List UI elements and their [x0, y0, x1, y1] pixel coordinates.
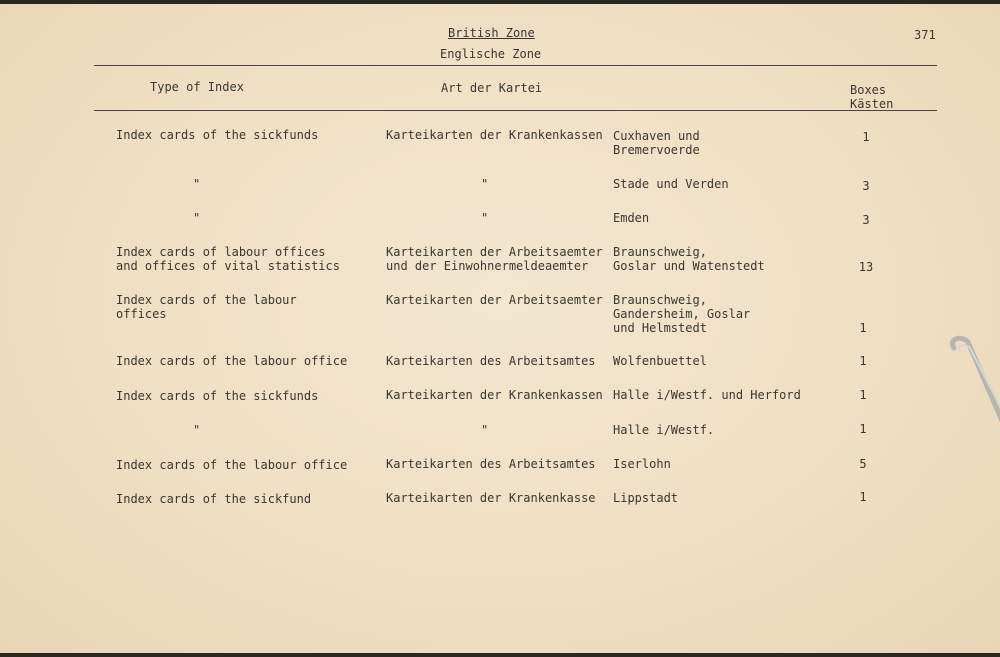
zone-subtitle: Englische Zone — [440, 47, 542, 61]
row-type-de: " — [481, 423, 489, 437]
row-type-de: Karteikarten des Arbeitsamtes — [386, 354, 596, 368]
page-number: 371 — [914, 28, 936, 42]
row-type-en: " — [193, 177, 201, 191]
header-top-rule — [94, 65, 937, 66]
row-place: Halle i/Westf. und Herford — [613, 388, 801, 402]
row-type-en: Index cards of the sickfund — [116, 492, 312, 506]
paper-clip-icon — [946, 334, 1000, 444]
row-type-en: " — [193, 423, 201, 437]
row-place: Cuxhaven und Bremervoerde — [613, 129, 700, 157]
row-type-en: Index cards of labour offices and offices of vital statistics — [116, 245, 340, 273]
row-boxes: 1 — [859, 321, 867, 335]
row-type-de: Karteikarten der Arbeitsaemter — [386, 293, 603, 307]
row-type-de: Karteikarten der Arbeitsaemter und der Einwohnermeldeaemter — [386, 245, 603, 273]
row-type-de: " — [481, 211, 489, 225]
header-bottom-rule — [94, 110, 937, 111]
row-place: Braunschweig, Gandersheim, Goslar und Helmstedt — [613, 293, 751, 335]
row-type-en: " — [193, 211, 201, 225]
row-place: Halle i/Westf. — [613, 423, 715, 437]
row-boxes: 5 — [859, 457, 867, 471]
row-place: Wolfenbuettel — [613, 354, 707, 368]
header-kaesten: Kästen — [850, 97, 894, 111]
document-page — [0, 4, 1000, 653]
row-boxes: 3 — [862, 213, 870, 227]
row-type-de: Karteikarten des Arbeitsamtes — [386, 457, 596, 471]
row-boxes: 1 — [859, 388, 867, 402]
row-boxes: 1 — [859, 422, 867, 436]
header-art-der-kartei: Art der Kartei — [441, 81, 543, 95]
row-place: Lippstadt — [613, 491, 679, 505]
row-type-en: Index cards of the labour office — [116, 458, 348, 472]
row-boxes: 1 — [859, 354, 867, 368]
row-boxes: 1 — [862, 130, 870, 144]
row-type-en: Index cards of the sickfunds — [116, 128, 319, 142]
row-type-de: Karteikarten der Krankenkassen — [386, 128, 603, 142]
row-place: Braunschweig, Goslar und Watenstedt — [613, 245, 765, 273]
row-type-en: Index cards of the labour offices — [116, 293, 297, 321]
row-place: Emden — [613, 211, 650, 225]
row-type-de: " — [481, 177, 489, 191]
row-place: Stade und Verden — [613, 177, 729, 191]
header-type-of-index: Type of Index — [150, 80, 244, 94]
row-type-en: Index cards of the labour office — [116, 354, 348, 368]
row-boxes: 13 — [858, 260, 874, 274]
row-type-en: Index cards of the sickfunds — [116, 389, 319, 403]
header-boxes: Boxes — [850, 83, 887, 97]
row-boxes: 3 — [862, 179, 870, 193]
row-place: Iserlohn — [613, 457, 671, 471]
zone-title: British Zone — [448, 26, 535, 40]
row-type-de: Karteikarten der Krankenkassen — [386, 388, 603, 402]
row-boxes: 1 — [859, 490, 867, 504]
row-type-de: Karteikarten der Krankenkasse — [386, 491, 596, 505]
